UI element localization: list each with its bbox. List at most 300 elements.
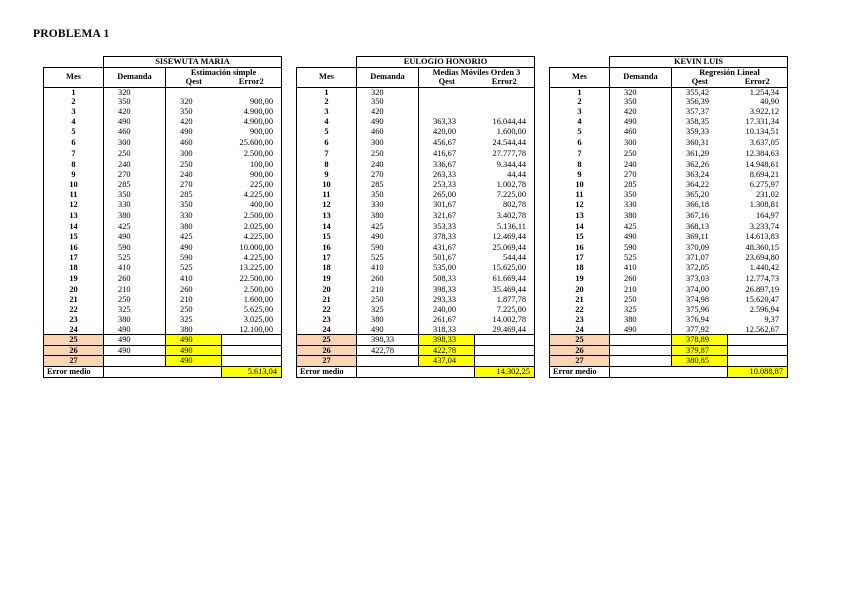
table-row	[550, 107, 788, 117]
cell-error2: 15.625,00	[475, 263, 535, 273]
cell-error2: 4.225,00	[222, 253, 282, 263]
forecast-row	[44, 335, 282, 346]
cell-demanda: 490	[104, 325, 166, 335]
cell-qest: 318,33	[419, 325, 475, 335]
cell-mes: 23	[44, 315, 104, 325]
cell-demanda	[610, 335, 672, 346]
cell-error2: 12.562,67	[728, 325, 788, 335]
cell-demanda: 330	[357, 200, 419, 210]
column-header-demanda: Demanda	[104, 67, 166, 87]
cell-mes: 11	[550, 190, 610, 200]
column-header-error2: Error2	[222, 77, 282, 87]
cell-qest: 364,22	[686, 180, 710, 190]
cell-mes: 3	[297, 107, 357, 117]
table-row	[297, 107, 535, 117]
header-blank	[297, 57, 357, 68]
cell-error2: 16.044,44	[475, 117, 535, 127]
cell-qest: 321,67	[433, 211, 457, 220]
column-header-demanda: Demanda	[357, 67, 419, 87]
table-row	[297, 97, 535, 107]
cell-qest: 416,67	[433, 148, 457, 158]
cell-error2	[475, 97, 535, 107]
error-medio-blank	[610, 366, 728, 377]
cell-mes: 15	[297, 232, 357, 242]
table-row	[297, 232, 535, 242]
cell-error2: 5.136,11	[475, 222, 535, 232]
cell-qest: 293,33	[433, 294, 457, 304]
cell-qest: 371,07	[686, 253, 710, 263]
cell-demanda: 410	[357, 263, 419, 273]
student-name: KEVIN LUIS	[610, 57, 788, 68]
cell-error2: 10.134,51	[728, 127, 788, 137]
cell-error2: 4.900,00	[222, 107, 282, 117]
cell-error2: 12.384,63	[728, 149, 788, 159]
cell-error2: 8.694,21	[728, 170, 788, 180]
sheet-eulogio	[296, 56, 535, 378]
cell-qest: 350	[180, 200, 193, 210]
cell-error2: 9,37	[728, 315, 788, 325]
cell-qest-forecast: 379,87	[672, 345, 728, 356]
forecast-row	[297, 345, 535, 356]
cell-mes: 25	[297, 335, 357, 346]
cell-mes: 25	[550, 335, 610, 346]
cell-qest: 410	[180, 274, 193, 283]
table-row	[297, 273, 535, 285]
cell-demanda: 490	[610, 232, 672, 242]
cell-demanda: 325	[610, 305, 672, 315]
cell-demanda: 270	[357, 170, 419, 180]
cell-mes: 23	[297, 315, 357, 325]
cell-error2: 7.225,00	[475, 305, 535, 315]
cell-mes: 1	[297, 87, 357, 97]
column-header-mes: Mes	[44, 67, 104, 87]
cell-demanda: 260	[610, 273, 672, 285]
cell-demanda: 250	[610, 295, 672, 305]
cell-demanda	[357, 356, 419, 367]
cell-demanda: 210	[104, 285, 166, 295]
cell-error2: 9.344,44	[475, 159, 535, 171]
cell-qest: 363,24	[686, 170, 710, 180]
column-header-qest: Qest	[419, 77, 475, 87]
cell-qest: 240	[180, 170, 193, 180]
cell-error2: 3.922,12	[728, 107, 788, 117]
column-header-qest: Qest	[672, 77, 728, 87]
forecast-table	[43, 56, 282, 378]
cell-qest	[419, 107, 475, 117]
cell-qest: 358,35	[686, 117, 710, 127]
cell-mes: 12	[44, 200, 104, 210]
table-row	[44, 232, 282, 242]
cell-qest: 508,33	[433, 274, 457, 283]
cell-demanda: 380	[104, 210, 166, 222]
table-row	[550, 222, 788, 232]
cell-qest: 250	[180, 159, 193, 169]
cell-error2: 26.897,19	[728, 285, 788, 295]
cell-error2: 544,44	[475, 253, 535, 263]
table-row	[44, 170, 282, 180]
error-medio-blank	[357, 366, 475, 377]
column-header-mes: Mes	[297, 67, 357, 87]
cell-demanda: 285	[104, 180, 166, 190]
cell-error2: 44,44	[475, 170, 535, 180]
cell-error2: 29.469,44	[475, 325, 535, 335]
cell-demanda: 330	[104, 200, 166, 210]
cell-mes: 11	[44, 190, 104, 200]
cell-error2-empty	[475, 335, 535, 346]
cell-error2: 12.100,00	[222, 325, 282, 335]
cell-demanda: 380	[357, 315, 419, 325]
cell-error2: 6.275,97	[728, 180, 788, 190]
cell-error2-empty	[222, 335, 282, 346]
cell-demanda: 320	[610, 87, 672, 97]
table-row	[550, 305, 788, 315]
cell-mes: 4	[297, 117, 357, 127]
cell-demanda: 320	[357, 87, 419, 97]
cell-mes: 21	[297, 295, 357, 305]
cell-error2: 14.002,78	[475, 315, 535, 325]
table-row	[550, 137, 788, 149]
cell-error2: 1.308,81	[728, 200, 788, 210]
table-row	[297, 137, 535, 149]
table-row	[297, 253, 535, 263]
cell-qest: 525	[180, 263, 193, 273]
cell-mes: 3	[44, 107, 104, 117]
header-blank	[550, 57, 610, 68]
table-row	[44, 273, 282, 285]
cell-demanda: 240	[104, 159, 166, 171]
cell-qest: 361,29	[686, 148, 710, 158]
cell-mes: 16	[550, 242, 610, 254]
cell-error2: 2.025,00	[222, 222, 282, 232]
table-row	[550, 159, 788, 171]
cell-qest: 240,00	[433, 304, 457, 314]
table-row	[44, 97, 282, 107]
cell-mes: 23	[550, 315, 610, 325]
cell-error2: 14.948,61	[728, 159, 788, 171]
cell-mes: 16	[297, 242, 357, 254]
cell-qest: 490	[180, 127, 193, 137]
cell-demanda: 240	[357, 159, 419, 171]
cell-qest: 330	[180, 211, 193, 220]
cell-demanda: 425	[357, 222, 419, 232]
table-row	[297, 210, 535, 222]
cell-qest	[419, 97, 475, 107]
table-row	[44, 117, 282, 127]
page-title: PROBLEMA 1	[33, 28, 110, 40]
cell-error2	[475, 107, 535, 117]
cell-mes: 4	[44, 117, 104, 127]
table-row	[550, 180, 788, 190]
forecast-row	[44, 345, 282, 356]
cell-qest: 265,00	[433, 190, 457, 200]
cell-qest: 263,33	[433, 170, 457, 180]
cell-mes: 17	[297, 253, 357, 263]
cell-error2	[222, 87, 282, 97]
cell-qest: 356,39	[686, 97, 710, 107]
cell-error2: 3.637,05	[728, 137, 788, 149]
cell-mes: 22	[297, 305, 357, 315]
cell-mes: 19	[297, 273, 357, 285]
cell-qest: 285	[180, 190, 193, 200]
table-row	[44, 127, 282, 137]
cell-demanda: 460	[104, 127, 166, 137]
cell-mes: 24	[44, 325, 104, 335]
cell-qest: 365,20	[686, 190, 710, 200]
cell-qest: 270	[180, 180, 193, 190]
cell-error2-empty	[728, 345, 788, 356]
cell-demanda: 250	[104, 295, 166, 305]
cell-error2: 4.225,00	[222, 190, 282, 200]
cell-demanda: 398,33	[357, 335, 419, 346]
cell-demanda: 420	[104, 107, 166, 117]
cell-error2: 12.469,44	[475, 232, 535, 242]
cell-qest-forecast: 490	[166, 356, 222, 367]
forecast-table	[549, 56, 788, 378]
column-header-error2: Error2	[475, 77, 535, 87]
cell-demanda: 525	[357, 253, 419, 263]
cell-error2-empty	[475, 345, 535, 356]
cell-mes: 11	[297, 190, 357, 200]
cell-demanda: 380	[610, 210, 672, 222]
cell-qest	[419, 87, 475, 97]
cell-qest-forecast: 380,85	[672, 356, 728, 367]
cell-error2: 48.360,15	[728, 242, 788, 254]
cell-mes: 7	[297, 149, 357, 159]
cell-qest: 357,37	[686, 107, 710, 117]
cell-qest: 253,33	[433, 180, 457, 190]
cell-demanda: 590	[104, 242, 166, 254]
cell-demanda: 250	[104, 149, 166, 159]
cell-qest: 369,11	[686, 231, 709, 241]
cell-mes: 6	[44, 137, 104, 149]
cell-qest: 301,67	[433, 200, 457, 210]
table-row	[297, 305, 535, 315]
cell-qest: 460	[180, 138, 193, 147]
cell-qest: 373,03	[686, 274, 710, 283]
cell-demanda: 490	[610, 117, 672, 127]
cell-mes: 4	[550, 117, 610, 127]
table-row	[297, 222, 535, 232]
cell-qest-forecast: 422,78	[419, 345, 475, 356]
table-row	[550, 232, 788, 242]
cell-qest: 374,98	[686, 294, 710, 304]
cell-mes: 27	[297, 356, 357, 367]
cell-demanda: 380	[357, 210, 419, 222]
cell-qest: 366,18	[686, 200, 710, 210]
cell-demanda: 590	[357, 242, 419, 254]
cell-mes: 2	[297, 97, 357, 107]
cell-demanda: 250	[357, 149, 419, 159]
sheet-kevin	[549, 56, 788, 378]
table-row	[44, 159, 282, 171]
table-row	[297, 170, 535, 180]
error-medio-label: Error medio	[550, 366, 610, 377]
table-row	[44, 200, 282, 210]
cell-mes: 9	[44, 170, 104, 180]
cell-mes: 22	[550, 305, 610, 315]
cell-qest: 320	[180, 97, 193, 107]
cell-demanda: 250	[610, 149, 672, 159]
cell-demanda: 350	[610, 97, 672, 107]
cell-mes: 27	[44, 356, 104, 367]
cell-demanda: 425	[104, 222, 166, 232]
cell-error2: 802,78	[475, 200, 535, 210]
cell-demanda: 425	[610, 222, 672, 232]
cell-mes: 2	[44, 97, 104, 107]
cell-mes: 12	[550, 200, 610, 210]
cell-error2: 1.600,00	[475, 127, 535, 137]
student-name: EULOGIO HONORIO	[357, 57, 535, 68]
cell-mes: 20	[550, 285, 610, 295]
cell-demanda: 490	[357, 232, 419, 242]
cell-mes: 19	[550, 273, 610, 285]
cell-error2: 100,00	[222, 159, 282, 171]
table-row	[297, 200, 535, 210]
cell-demanda: 490	[357, 325, 419, 335]
cell-mes: 8	[44, 159, 104, 171]
cell-error2-empty	[222, 356, 282, 367]
table-row	[297, 159, 535, 171]
forecast-row	[550, 335, 788, 346]
cell-demanda: 490	[104, 335, 166, 346]
cell-error2: 900,00	[222, 97, 282, 107]
table-row	[44, 137, 282, 149]
cell-demanda: 490	[104, 117, 166, 127]
cell-mes: 16	[44, 242, 104, 254]
cell-error2: 25.600,00	[222, 137, 282, 149]
cell-mes: 18	[550, 263, 610, 273]
cell-demanda: 210	[357, 285, 419, 295]
cell-error2: 1.600,00	[222, 295, 282, 305]
cell-mes: 10	[550, 180, 610, 190]
cell-mes: 1	[44, 87, 104, 97]
cell-qest-forecast: 490	[166, 345, 222, 356]
cell-qest: 456,67	[433, 138, 457, 147]
error-medio-label: Error medio	[44, 366, 104, 377]
error-medio-value: 5.613,04	[222, 366, 282, 377]
table-row	[550, 87, 788, 97]
cell-error2: 22.500,00	[222, 273, 282, 285]
cell-qest: 377,92	[672, 325, 728, 335]
cell-qest	[166, 87, 222, 97]
error-medio-value: 10.088,87	[728, 366, 788, 377]
cell-error2: 900,00	[222, 127, 282, 137]
cell-qest: 355,42	[686, 87, 710, 97]
cell-demanda: 380	[610, 315, 672, 325]
cell-qest-forecast: 437,04	[419, 356, 475, 367]
cell-mes: 6	[297, 137, 357, 149]
cell-qest: 360,31	[686, 138, 710, 147]
cell-mes: 13	[550, 210, 610, 222]
cell-demanda: 350	[104, 97, 166, 107]
cell-mes: 7	[550, 149, 610, 159]
cell-qest: 375,96	[686, 304, 710, 314]
cell-demanda: 350	[104, 190, 166, 200]
student-name: SISEWUTA MARIA	[104, 57, 282, 68]
cell-error2: 61.669,44	[475, 273, 535, 285]
cell-error2: 5.625,00	[222, 305, 282, 315]
table-row	[44, 325, 282, 335]
cell-error2: 3.233,74	[728, 222, 788, 232]
cell-error2: 4.225,00	[222, 232, 282, 242]
cell-demanda: 325	[104, 305, 166, 315]
table-row	[297, 180, 535, 190]
cell-qest: 359,33	[686, 127, 710, 137]
table-row	[44, 253, 282, 263]
cell-demanda: 330	[610, 200, 672, 210]
table-row	[550, 127, 788, 137]
cell-demanda	[104, 356, 166, 367]
cell-mes: 14	[44, 222, 104, 232]
cell-mes: 21	[44, 295, 104, 305]
cell-demanda: 525	[610, 253, 672, 263]
cell-mes: 21	[550, 295, 610, 305]
cell-demanda: 285	[357, 180, 419, 190]
cell-qest: 353,33	[433, 221, 457, 231]
cell-error2: 27.777,78	[475, 149, 535, 159]
cell-error2: 17.331,34	[728, 117, 788, 127]
table-row	[44, 190, 282, 200]
table-row	[550, 253, 788, 263]
cell-mes: 3	[550, 107, 610, 117]
cell-mes: 14	[550, 222, 610, 232]
cell-demanda: 410	[610, 263, 672, 273]
cell-demanda: 490	[610, 325, 672, 335]
cell-error2: 7.225,00	[475, 190, 535, 200]
cell-mes: 9	[550, 170, 610, 180]
cell-qest: 363,33	[433, 117, 457, 127]
table-row	[297, 117, 535, 127]
cell-demanda: 350	[357, 190, 419, 200]
cell-demanda: 590	[610, 242, 672, 254]
cell-error2	[475, 87, 535, 97]
cell-qest: 535,00	[433, 263, 457, 273]
cell-demanda: 420	[357, 107, 419, 117]
cell-qest: 260	[180, 284, 193, 294]
cell-error2: 1.002,78	[475, 180, 535, 190]
table-row	[550, 263, 788, 273]
cell-qest: 380	[180, 221, 193, 231]
forecast-row	[550, 345, 788, 356]
cell-qest: 350	[180, 107, 193, 117]
cell-mes: 5	[297, 127, 357, 137]
table-row	[44, 107, 282, 117]
table-row	[297, 149, 535, 159]
cell-error2: 14.613,83	[728, 232, 788, 242]
cell-mes: 7	[44, 149, 104, 159]
cell-error2: 2.500,00	[222, 285, 282, 295]
cell-qest: 398,33	[433, 284, 457, 294]
cell-mes: 26	[44, 345, 104, 356]
table-row	[44, 242, 282, 254]
cell-demanda: 270	[104, 170, 166, 180]
cell-mes: 17	[44, 253, 104, 263]
cell-mes: 14	[297, 222, 357, 232]
table-row	[550, 190, 788, 200]
cell-mes: 24	[550, 325, 610, 335]
cell-qest: 490	[180, 242, 193, 252]
table-row	[550, 149, 788, 159]
cell-mes: 2	[550, 97, 610, 107]
cell-qest: 376,94	[686, 314, 710, 324]
table-row	[44, 295, 282, 305]
cell-qest-forecast: 490	[166, 335, 222, 346]
table-row	[550, 273, 788, 285]
cell-qest: 378,33	[433, 231, 457, 241]
cell-error2-empty	[728, 356, 788, 367]
cell-error2-empty	[475, 356, 535, 367]
table-row	[550, 285, 788, 295]
